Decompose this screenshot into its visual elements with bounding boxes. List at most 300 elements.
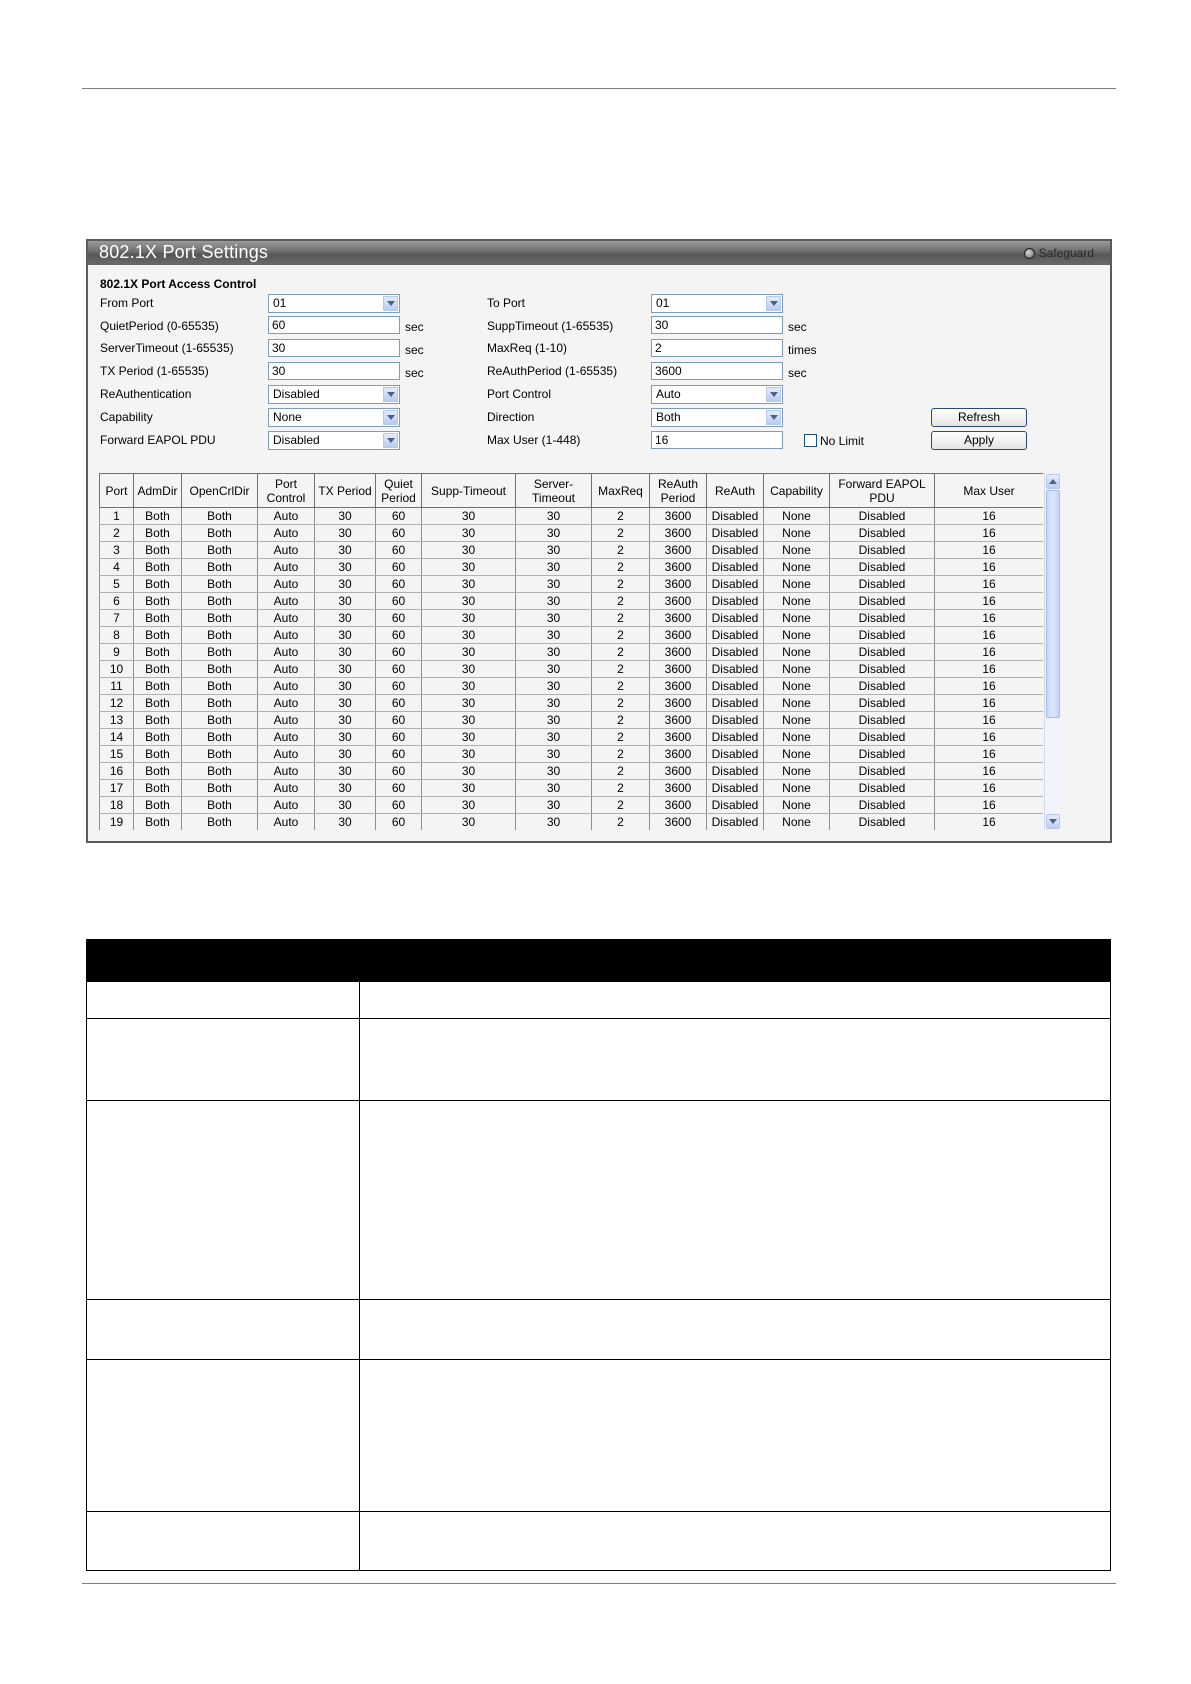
table-cell: None <box>764 610 830 627</box>
table-cell: 30 <box>516 780 592 797</box>
table-cell: 30 <box>422 610 516 627</box>
table-cell: 16 <box>935 542 1044 559</box>
table-cell: 30 <box>422 763 516 780</box>
table-cell: Both <box>134 542 182 559</box>
port-control-label: Port Control <box>487 387 552 401</box>
table-cell: Disabled <box>707 780 764 797</box>
column-header: Quiet Period <box>376 474 422 508</box>
table-cell: Disabled <box>830 746 935 763</box>
column-header: OpenCrlDir <box>182 474 258 508</box>
table-cell: 9 <box>100 644 134 661</box>
table-cell: Both <box>134 746 182 763</box>
capability-label: Capability <box>100 410 153 424</box>
table-cell: 2 <box>592 559 650 576</box>
table-cell: None <box>764 746 830 763</box>
table-cell: Both <box>134 644 182 661</box>
table-cell: 16 <box>935 593 1044 610</box>
table-row[interactable] <box>100 644 1044 661</box>
table-cell: 30 <box>315 644 376 661</box>
tx-period-unit: sec <box>405 366 424 380</box>
table-cell: Auto <box>258 712 315 729</box>
table-cell: 60 <box>376 610 422 627</box>
from-port-label: From Port <box>100 296 154 310</box>
table-cell: Disabled <box>830 814 935 831</box>
description-row <box>87 1101 1111 1300</box>
table-cell: Disabled <box>707 678 764 695</box>
table-row[interactable] <box>100 559 1044 576</box>
description-cell <box>359 1300 1110 1360</box>
supp-timeout-input[interactable] <box>651 316 783 334</box>
table-cell: 16 <box>935 644 1044 661</box>
reauth-period-label: ReAuthPeriod (1-65535) <box>487 364 618 378</box>
reauthentication-label: ReAuthentication <box>100 387 192 401</box>
table-cell: Disabled <box>830 780 935 797</box>
table-cell: 2 <box>592 525 650 542</box>
table-cell: Both <box>182 576 258 593</box>
table-cell: 3600 <box>650 678 707 695</box>
table-cell: 3600 <box>650 559 707 576</box>
port-control-select[interactable] <box>651 385 783 404</box>
table-cell: Both <box>134 525 182 542</box>
chevron-down-icon[interactable] <box>383 387 398 402</box>
table-cell: None <box>764 593 830 610</box>
forward-eapol-pdu-label: Forward EAPOL PDU <box>100 433 216 447</box>
table-cell: 18 <box>100 797 134 814</box>
footer-rule <box>82 1583 1116 1584</box>
table-cell: 6 <box>100 593 134 610</box>
table-cell: 3600 <box>650 593 707 610</box>
table-cell: 30 <box>516 542 592 559</box>
table-cell: Disabled <box>830 695 935 712</box>
tx-period-input[interactable] <box>268 362 400 380</box>
table-cell: 3600 <box>650 814 707 831</box>
table-cell: 30 <box>422 661 516 678</box>
window-title: 802.1X Port Settings <box>99 242 269 262</box>
max-req-input[interactable] <box>651 339 783 357</box>
table-cell: 30 <box>516 695 592 712</box>
table-cell: 30 <box>516 661 592 678</box>
table-cell: Auto <box>258 644 315 661</box>
table-cell: 10 <box>100 661 134 678</box>
table-cell: Both <box>134 661 182 678</box>
table-cell: 16 <box>935 746 1044 763</box>
table-cell: 30 <box>315 763 376 780</box>
table-cell: Auto <box>258 627 315 644</box>
table-cell: Auto <box>258 763 315 780</box>
server-timeout-input[interactable] <box>268 339 400 357</box>
table-cell: 30 <box>315 661 376 678</box>
table-cell: 30 <box>422 797 516 814</box>
table-cell: 30 <box>516 814 592 831</box>
table-cell: Both <box>182 627 258 644</box>
chevron-down-icon[interactable] <box>383 296 398 311</box>
table-cell: 16 <box>935 814 1044 831</box>
table-row[interactable] <box>100 508 1044 525</box>
table-cell: Disabled <box>707 729 764 746</box>
table-cell: Disabled <box>707 644 764 661</box>
table-row[interactable] <box>100 576 1044 593</box>
table-cell: Both <box>134 814 182 831</box>
table-cell: 3600 <box>650 746 707 763</box>
direction-label: Direction <box>487 410 535 424</box>
max-user-input[interactable] <box>651 431 783 449</box>
chevron-down-icon[interactable] <box>383 433 398 448</box>
to-port-value: 01 <box>656 296 670 310</box>
table-cell: Both <box>182 763 258 780</box>
table-cell: Both <box>182 661 258 678</box>
description-header-cell <box>87 940 360 982</box>
table-cell: Auto <box>258 797 315 814</box>
table-cell: 30 <box>516 525 592 542</box>
table-cell: Both <box>134 610 182 627</box>
tx-period-label: TX Period (1-65535) <box>100 364 209 378</box>
refresh-button[interactable]: Refresh <box>931 408 1027 427</box>
table-cell: Disabled <box>707 542 764 559</box>
table-cell: None <box>764 508 830 525</box>
table-cell: 8 <box>100 627 134 644</box>
table-row[interactable] <box>100 746 1044 763</box>
table-cell: 30 <box>422 576 516 593</box>
table-cell: 5 <box>100 576 134 593</box>
no-limit-checkbox[interactable] <box>804 434 817 447</box>
table-cell: None <box>764 661 830 678</box>
table-cell: 60 <box>376 746 422 763</box>
table-cell: Both <box>134 559 182 576</box>
table-scrollbar[interactable] <box>1044 473 1061 830</box>
table-cell: Both <box>134 763 182 780</box>
description-row <box>87 1300 1111 1360</box>
description-header-cell <box>359 940 1110 982</box>
description-table <box>86 939 1111 1571</box>
table-cell: 19 <box>100 814 134 831</box>
table-cell: 30 <box>422 525 516 542</box>
scroll-up-icon[interactable] <box>1046 474 1060 489</box>
description-row <box>87 1512 1111 1571</box>
table-cell: 60 <box>376 797 422 814</box>
table-cell: 60 <box>376 542 422 559</box>
table-cell: Both <box>182 780 258 797</box>
table-cell: Disabled <box>830 797 935 814</box>
table-cell: 30 <box>422 627 516 644</box>
table-cell: 30 <box>315 695 376 712</box>
table-cell: 11 <box>100 678 134 695</box>
table-cell: Disabled <box>707 593 764 610</box>
table-cell: 30 <box>315 746 376 763</box>
table-row[interactable] <box>100 797 1044 814</box>
table-cell: 30 <box>315 729 376 746</box>
table-cell: 3600 <box>650 576 707 593</box>
table-cell: Auto <box>258 695 315 712</box>
column-header: Forward EAPOL PDU <box>830 474 935 508</box>
from-port-value: 01 <box>273 296 287 310</box>
table-cell: 3600 <box>650 780 707 797</box>
table-cell: Both <box>182 593 258 610</box>
table-body <box>100 508 1044 831</box>
table-row[interactable] <box>100 542 1044 559</box>
table-cell: 13 <box>100 712 134 729</box>
table-cell: Disabled <box>707 610 764 627</box>
table-row[interactable] <box>100 661 1044 678</box>
capability-select[interactable] <box>268 408 400 427</box>
table-cell: Auto <box>258 610 315 627</box>
description-cell <box>87 1360 360 1512</box>
no-limit-label: No Limit <box>820 434 865 448</box>
table-cell: Both <box>134 593 182 610</box>
table-cell: Auto <box>258 661 315 678</box>
table-cell: Both <box>134 712 182 729</box>
column-header: Server-Timeout <box>516 474 592 508</box>
column-header: MaxReq <box>592 474 650 508</box>
table-cell: Disabled <box>707 763 764 780</box>
table-cell: 16 <box>935 576 1044 593</box>
table-cell: 3600 <box>650 525 707 542</box>
window-titlebar <box>88 241 1110 265</box>
table-cell: 3600 <box>650 695 707 712</box>
table-cell: 2 <box>592 627 650 644</box>
table-cell: 30 <box>422 746 516 763</box>
safeguard-label: Safeguard <box>1038 246 1094 260</box>
chevron-down-icon[interactable] <box>766 410 781 425</box>
description-cell <box>359 982 1110 1019</box>
table-cell: 16 <box>935 610 1044 627</box>
table-cell: 2 <box>592 746 650 763</box>
table-cell: Both <box>182 814 258 831</box>
table-cell: Both <box>134 729 182 746</box>
chevron-down-icon[interactable] <box>383 410 398 425</box>
table-cell: 30 <box>315 627 376 644</box>
table-cell: 16 <box>935 763 1044 780</box>
quiet-period-unit: sec <box>405 320 424 334</box>
table-cell: 60 <box>376 695 422 712</box>
column-header: Supp-Timeout <box>422 474 516 508</box>
table-cell: 30 <box>315 797 376 814</box>
table-cell: 60 <box>376 814 422 831</box>
reauth-period-unit: sec <box>788 366 807 380</box>
table-cell: Disabled <box>707 559 764 576</box>
table-cell: Auto <box>258 576 315 593</box>
table-row[interactable] <box>100 712 1044 729</box>
table-row[interactable] <box>100 763 1044 780</box>
table-cell: 15 <box>100 746 134 763</box>
table-cell: Disabled <box>830 542 935 559</box>
table-cell: 60 <box>376 627 422 644</box>
apply-button[interactable]: Apply <box>931 431 1027 450</box>
table-cell: 30 <box>422 559 516 576</box>
table-header-row <box>100 474 1044 508</box>
table-cell: 30 <box>422 508 516 525</box>
table-cell: Disabled <box>707 695 764 712</box>
table-cell: 30 <box>315 780 376 797</box>
table-cell: Disabled <box>707 576 764 593</box>
from-port-select[interactable] <box>268 294 400 313</box>
table-cell: Disabled <box>707 525 764 542</box>
chevron-down-icon[interactable] <box>766 387 781 402</box>
supp-timeout-label: SuppTimeout (1-65535) <box>487 319 614 333</box>
table-cell: 2 <box>592 508 650 525</box>
table-cell: 16 <box>935 695 1044 712</box>
table-cell: 3600 <box>650 542 707 559</box>
table-cell: 2 <box>592 814 650 831</box>
table-cell: Disabled <box>830 610 935 627</box>
safeguard-indicator[interactable] <box>1024 246 1094 260</box>
table-cell: 30 <box>315 712 376 729</box>
table-cell: 60 <box>376 525 422 542</box>
table-cell: 2 <box>592 780 650 797</box>
table-cell: 30 <box>422 678 516 695</box>
table-cell: None <box>764 712 830 729</box>
table-cell: 30 <box>422 729 516 746</box>
table-cell: Disabled <box>830 627 935 644</box>
max-req-label: MaxReq (1-10) <box>487 341 568 355</box>
column-header: TX Period <box>315 474 376 508</box>
table-cell: 12 <box>100 695 134 712</box>
table-row[interactable] <box>100 593 1044 610</box>
table-cell: 30 <box>516 729 592 746</box>
description-row <box>87 982 1111 1019</box>
table-cell: None <box>764 678 830 695</box>
table-cell: Auto <box>258 729 315 746</box>
column-header: Capability <box>764 474 830 508</box>
table-cell: 30 <box>516 746 592 763</box>
table-cell: 60 <box>376 678 422 695</box>
description-cell <box>87 1512 360 1571</box>
table-cell: 16 <box>935 797 1044 814</box>
capability-value: None <box>273 410 302 424</box>
table-cell: Both <box>134 576 182 593</box>
table-cell: Disabled <box>830 576 935 593</box>
column-header: Port <box>100 474 134 508</box>
table-cell: 2 <box>592 797 650 814</box>
reauthentication-select[interactable] <box>268 385 400 404</box>
table-cell: 2 <box>592 712 650 729</box>
table-cell: 30 <box>516 797 592 814</box>
table-cell: None <box>764 763 830 780</box>
table-cell: None <box>764 542 830 559</box>
scrollbar-thumb[interactable] <box>1046 490 1060 718</box>
table-cell: Auto <box>258 542 315 559</box>
table-cell: Auto <box>258 814 315 831</box>
scroll-down-icon[interactable] <box>1046 814 1060 829</box>
column-header: Port Control <box>258 474 315 508</box>
direction-select[interactable] <box>651 408 783 427</box>
table-cell: 30 <box>516 576 592 593</box>
table-cell: 60 <box>376 712 422 729</box>
table-cell: 2 <box>592 695 650 712</box>
table-row[interactable] <box>100 678 1044 695</box>
column-header: AdmDir <box>134 474 182 508</box>
table-cell: 60 <box>376 763 422 780</box>
table-cell: 30 <box>315 678 376 695</box>
table-cell: 3600 <box>650 712 707 729</box>
table-cell: 1 <box>100 508 134 525</box>
table-row[interactable] <box>100 525 1044 542</box>
server-timeout-unit: sec <box>405 343 424 357</box>
table-cell: None <box>764 780 830 797</box>
chevron-down-icon[interactable] <box>766 296 781 311</box>
table-cell: 60 <box>376 593 422 610</box>
description-header-row <box>87 940 1111 982</box>
table-cell: Disabled <box>707 508 764 525</box>
description-cell <box>87 1101 360 1300</box>
description-row <box>87 1019 1111 1101</box>
table-cell: 30 <box>422 814 516 831</box>
table-cell: Both <box>134 797 182 814</box>
table-cell: Both <box>182 712 258 729</box>
table-cell: 30 <box>516 644 592 661</box>
table-cell: 60 <box>376 729 422 746</box>
table-cell: Disabled <box>707 712 764 729</box>
table-cell: 30 <box>315 576 376 593</box>
table-cell: 3 <box>100 542 134 559</box>
table-cell: 16 <box>935 559 1044 576</box>
table-cell: None <box>764 644 830 661</box>
table-cell: Both <box>182 678 258 695</box>
table-cell: Disabled <box>830 593 935 610</box>
column-header: Max User <box>935 474 1044 508</box>
table-cell: Auto <box>258 559 315 576</box>
table-cell: Disabled <box>707 627 764 644</box>
table-cell: 16 <box>100 763 134 780</box>
table-cell: Disabled <box>830 508 935 525</box>
table-cell: Disabled <box>707 661 764 678</box>
reauth-period-input[interactable] <box>651 362 783 380</box>
to-port-select[interactable] <box>651 294 783 313</box>
table-row[interactable] <box>100 814 1044 831</box>
table-cell: Auto <box>258 678 315 695</box>
table-row[interactable] <box>100 695 1044 712</box>
forward-eapol-pdu-select[interactable] <box>268 431 400 450</box>
table-cell: Disabled <box>830 763 935 780</box>
max-req-unit: times <box>788 343 817 357</box>
table-cell: Auto <box>258 746 315 763</box>
port-settings-table <box>99 473 1043 830</box>
table-cell: 16 <box>935 712 1044 729</box>
table-cell: 30 <box>422 593 516 610</box>
column-header: ReAuth Period <box>650 474 707 508</box>
description-cell <box>359 1360 1110 1512</box>
quiet-period-input[interactable] <box>268 316 400 334</box>
table-cell: Both <box>182 525 258 542</box>
header-rule <box>82 88 1116 89</box>
description-cell <box>359 1019 1110 1101</box>
table-cell: 30 <box>516 627 592 644</box>
description-cell <box>87 982 360 1019</box>
table-cell: 30 <box>315 542 376 559</box>
table-cell: Both <box>182 695 258 712</box>
table-cell: 2 <box>592 729 650 746</box>
table-cell: 16 <box>935 678 1044 695</box>
table-cell: 3600 <box>650 627 707 644</box>
table-cell: 7 <box>100 610 134 627</box>
table-row[interactable] <box>100 729 1044 746</box>
table-cell: 4 <box>100 559 134 576</box>
table-cell: Both <box>182 644 258 661</box>
quiet-period-label: QuietPeriod (0-65535) <box>100 319 219 333</box>
table-cell: 3600 <box>650 508 707 525</box>
table-cell: Both <box>182 610 258 627</box>
table-cell: 30 <box>422 780 516 797</box>
table-row[interactable] <box>100 627 1044 644</box>
table-cell: Both <box>182 797 258 814</box>
table-row[interactable] <box>100 780 1044 797</box>
port-control-value: Auto <box>656 387 681 401</box>
table-cell: 30 <box>315 610 376 627</box>
table-cell: Both <box>134 780 182 797</box>
table-cell: Both <box>182 746 258 763</box>
table-row[interactable] <box>100 610 1044 627</box>
port-table-container <box>99 473 1043 830</box>
table-cell: 30 <box>422 695 516 712</box>
